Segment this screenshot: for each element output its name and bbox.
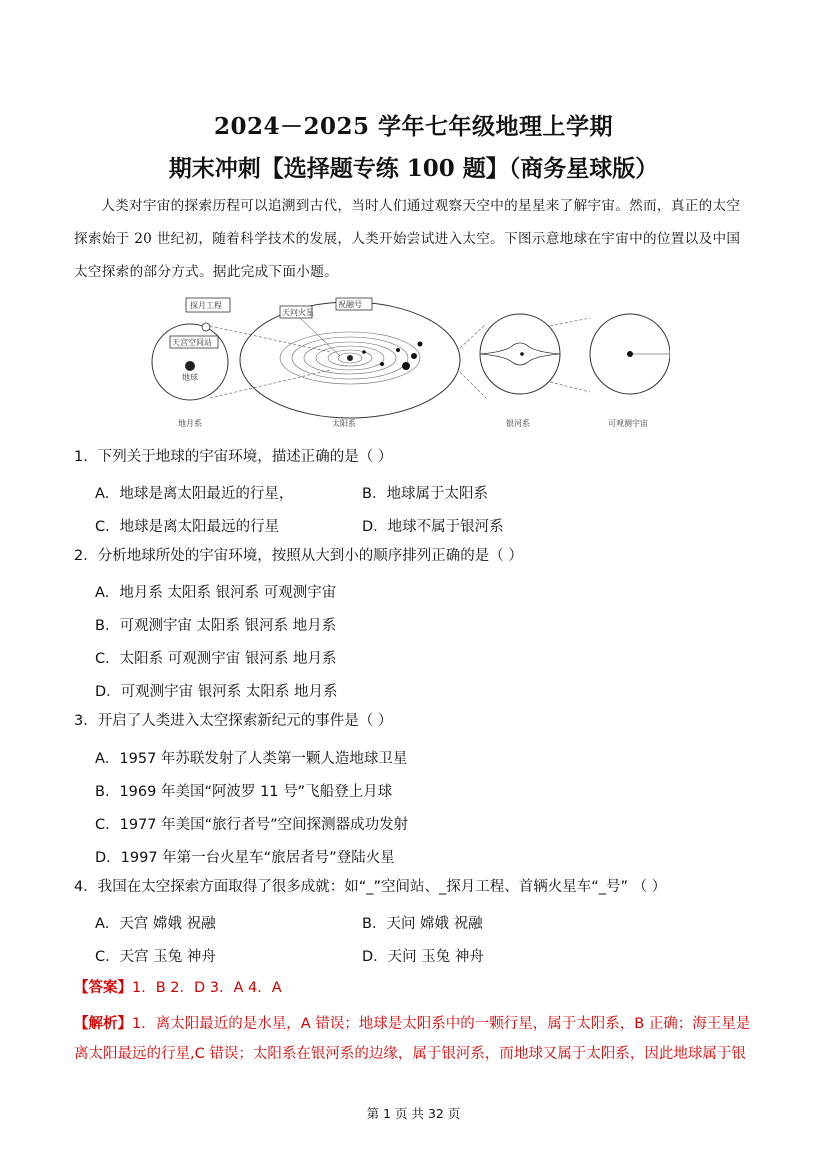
option-d: D．1997 年第一台火星车“旅居者号”登陆火星	[95, 850, 395, 866]
solar-system	[240, 298, 460, 418]
option-c: C．1977 年美国“旅行者号”空间探测器成功发射	[95, 817, 409, 833]
question-stem: 2．分析地球所处的宇宙环境，按照从大到小的顺序排列正确的是（ ）	[74, 548, 523, 564]
option-c: C．天宫 玉兔 神舟	[95, 949, 216, 965]
caption-earth-moon: 地月系	[178, 419, 202, 428]
question-stem: 1．下列关于地球的宇宙环境，描述正确的是（ ）	[74, 449, 393, 465]
option-b: B．地球属于太阳系	[362, 486, 488, 502]
caption-observable-universe: 可观测宇宙	[608, 419, 648, 428]
option-c: C．地球是离太阳最远的行星	[95, 519, 280, 535]
analysis-label: 【解析】	[74, 1016, 132, 1032]
question-3	[74, 705, 392, 738]
cosmic-position-diagram	[150, 294, 670, 434]
caption-solar-system: 太阳系	[332, 419, 356, 428]
option-a: A．地月系 太阳系 银河系 可观测宇宙	[95, 585, 337, 601]
page-footer: 第 1 页 共 32 页	[366, 1106, 461, 1121]
space-station-label: 天宫空间站	[172, 338, 212, 347]
question-stem: 4．我国在太空探索方面取得了很多成就：如“_”空间站、_探月工程、首辆火星车“_号” （ ）	[74, 879, 667, 895]
question-4	[74, 871, 666, 904]
caption-milky-way: 银河系	[506, 419, 530, 428]
answer-line	[74, 976, 282, 997]
option-d: D．可观测宇宙 银河系 太阳系 地月系	[95, 684, 338, 700]
option-b: B．天问 嫦娥 祝融	[362, 916, 483, 932]
option-a: A．1957 年苏联发射了人类第一颗人造地球卫星	[95, 751, 408, 767]
option-b: B．1969 年美国“阿波罗 11 号”飞船登上月球	[95, 784, 393, 800]
earth-label: 地球	[182, 373, 198, 382]
analysis-paragraph	[74, 1009, 760, 1069]
option-a: A．地球是离太阳最近的行星，	[95, 486, 294, 502]
question-stem: 3．开启了人类进入太空探索新纪元的事件是（ ）	[74, 713, 393, 729]
option-c: C．太阳系 可观测宇宙 银河系 地月系	[95, 651, 337, 667]
lunar-project-label: 探月工程	[190, 301, 222, 310]
option-b: B．可观测宇宙 太阳系 银河系 地月系	[95, 618, 337, 634]
mars-rover-label: 天问火星	[282, 308, 314, 317]
milky-way	[480, 314, 560, 394]
jupiter-probe-label: 祝融号	[338, 300, 362, 309]
option-d: D．天问 玉兔 神舟	[362, 949, 484, 965]
observable-universe	[590, 314, 670, 394]
question-2	[74, 540, 523, 573]
answer-text: 1．B 2．D 3．A 4．A	[132, 980, 282, 996]
question-1	[74, 441, 392, 474]
option-a: A．天宫 嫦娥 祝融	[95, 916, 216, 932]
option-d: D．地球不属于银河系	[362, 519, 504, 535]
intro-paragraph: 人类对宇宙的探索历程可以追溯到古代，当时人们通过观察天空中的星星来了解宇宙。然而，真正的太空探索始于 20 世纪初，随着科学技术的发展，人类开始尝试进入太空。下图示意地球在宇宙中的位置以及中国太空探索的部分方式。据此完成下面小题。	[74, 198, 741, 280]
page-title-line2: 期末冲刺【选择题专练 100 题】（商务星球版）	[168, 155, 659, 182]
page-title-line1: 2024－2025 学年七年级地理上学期	[213, 113, 614, 140]
earth-moon-system	[152, 298, 230, 400]
analysis-text: 1．离太阳最近的是水星，A 错误；地球是太阳系中的一颗行星，属于太阳系，B 正确；海王星是离太阳最远的行星,C 错误；太阳系在银河系的边缘，属于银河系，而地球又属于太阳系，因此地球属于银	[74, 1016, 751, 1062]
answer-label: 【答案】	[74, 980, 132, 996]
